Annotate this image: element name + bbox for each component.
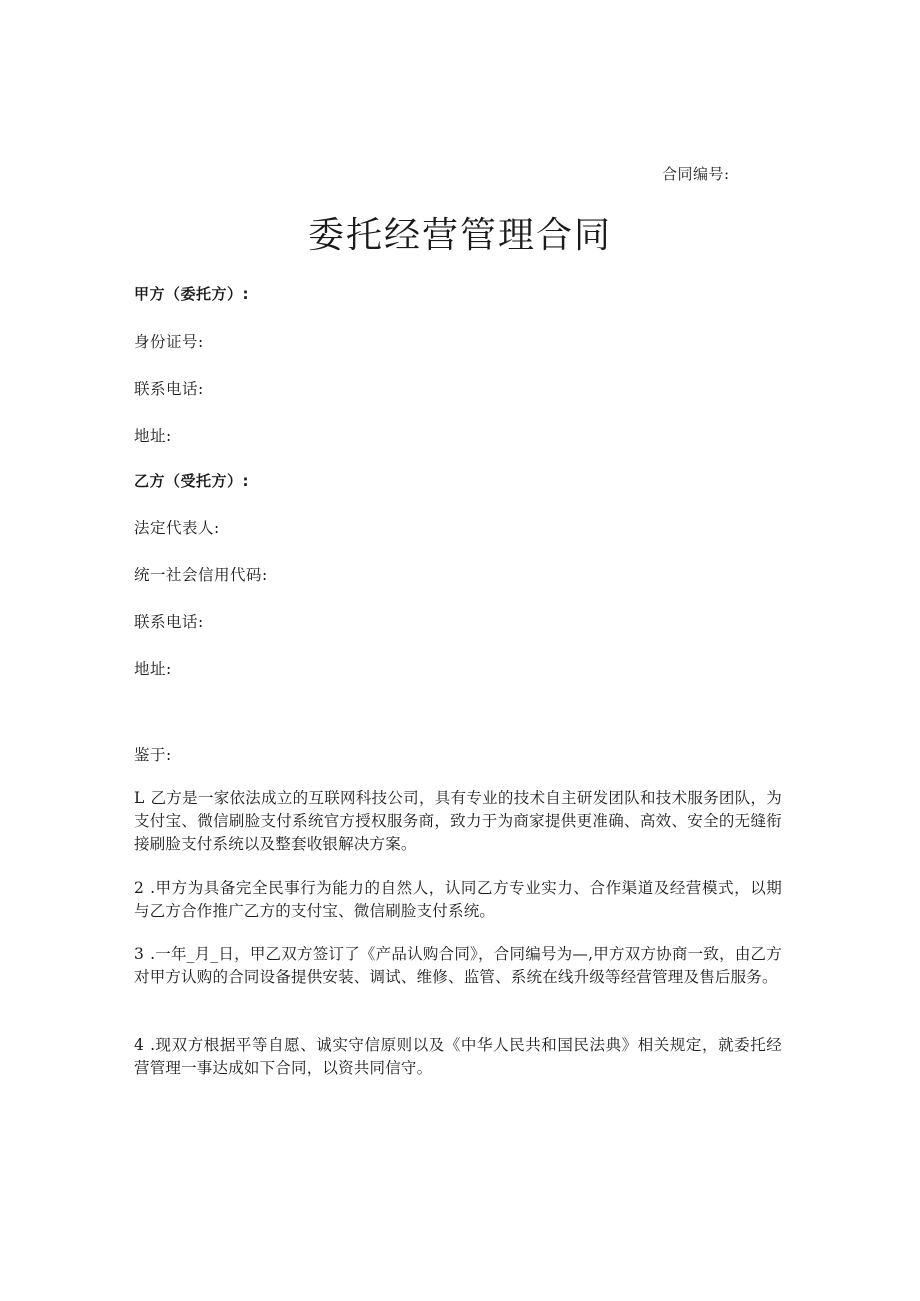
recital-number: 4	[134, 1036, 145, 1054]
party-a-address: 地址:	[134, 427, 172, 445]
recital-text: .现双方根据平等自愿、诚实守信原则以及《中华人民共和国民法典》相关规定，就委托经营管理一事达成如下合同，以资共同信守。	[134, 1036, 782, 1077]
recital-number: 3	[134, 945, 145, 963]
recital-text: .甲方为具备完全民事行为能力的自然人，认同乙方专业实力、合作渠道及经营模式，以期与乙方合作推广乙方的支付宝、微信刷脸支付系统。	[134, 879, 782, 920]
recital-item	[134, 1034, 782, 1080]
recitals-intro: 鉴于:	[134, 746, 172, 764]
party-b-legal-representative: 法定代表人:	[134, 519, 220, 537]
contract-number-label: 合同编号:	[662, 165, 730, 183]
party-a-heading: 甲方（委托方）:	[134, 285, 249, 303]
party-b-address: 地址:	[134, 660, 172, 678]
party-b-phone: 联系电话:	[134, 613, 204, 631]
recital-item	[134, 943, 782, 989]
recital-text: 乙方是一家依法成立的互联网科技公司，具有专业的技术自主研发团队和技术服务团队，为支付宝、微信刷脸支付系统官方授权服务商，致力于为商家提供更准确、高效、安全的无缝衔接刷脸支付系统以及整套收银解决方案。	[134, 789, 782, 853]
party-a-id-number: 身份证号:	[134, 333, 204, 351]
recital-number: 2	[134, 879, 145, 897]
recital-item	[134, 877, 782, 923]
party-b-heading: 乙方（受托方）:	[134, 472, 249, 490]
document-title: 委托经营管理合同	[307, 215, 612, 256]
party-a-phone: 联系电话:	[134, 380, 204, 398]
recital-number: L	[134, 789, 145, 807]
recital-item	[134, 787, 782, 856]
recital-text: .一年_月_日，甲乙双方签订了《产品认购合同》，合同编号为—,甲方双方协商一致，由乙方对甲方认购的合同设备提供安装、调试、维修、监管、系统在线升级等经营管理及售后服务。	[134, 945, 782, 986]
party-b-credit-code: 统一社会信用代码:	[134, 566, 268, 584]
